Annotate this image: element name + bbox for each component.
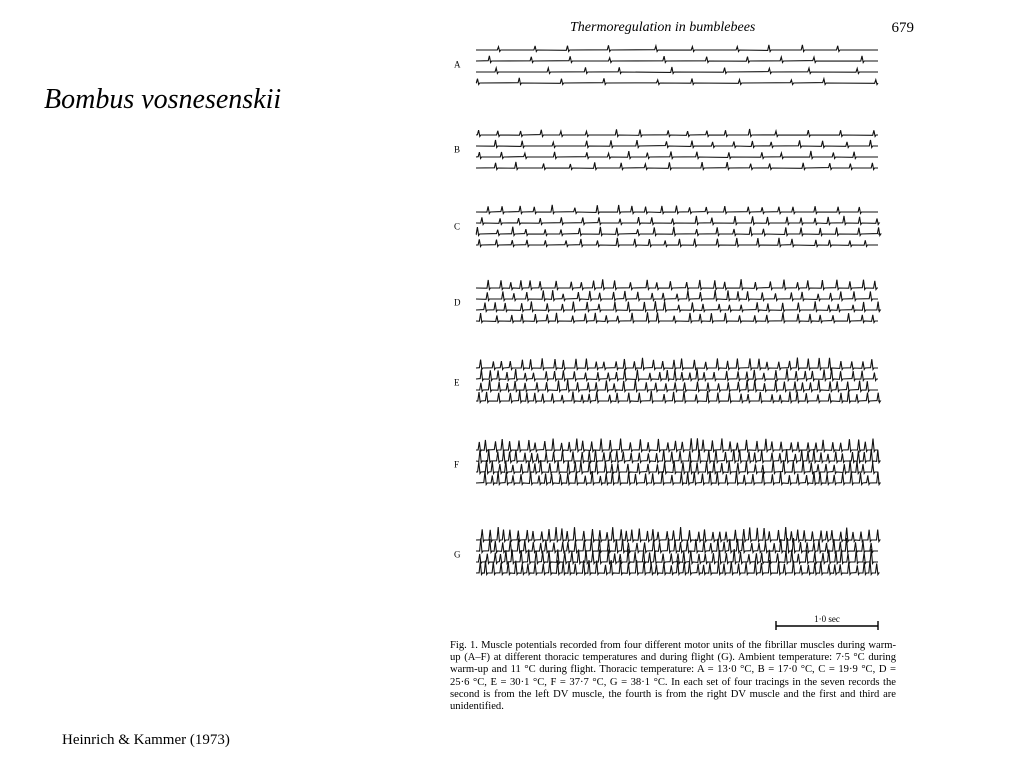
trace-a-3 (476, 67, 878, 74)
trace-c-3 (476, 227, 881, 236)
trace-e-1 (476, 358, 878, 370)
panel-label-e: E (454, 377, 460, 388)
trace-e-3 (476, 380, 878, 392)
trace-d-1 (476, 279, 878, 289)
muscle-potential-figure (440, 40, 890, 636)
trace-d-4 (476, 312, 878, 322)
trace-c-2 (476, 216, 879, 225)
scale-bar-label: 1·0 sec (814, 614, 840, 624)
panel-label-f: F (454, 459, 460, 470)
panel-label-b: B (454, 144, 461, 155)
panel-label-g: G (454, 549, 461, 560)
trace-b-4 (476, 162, 878, 170)
trace-f-1 (476, 438, 878, 451)
trace-f-3 (476, 460, 878, 474)
panel-label-c: C (454, 221, 461, 232)
panel-label-d: D (454, 297, 461, 308)
running-title: Thermoregulation in bumblebees (570, 20, 756, 35)
trace-panels (454, 45, 881, 575)
page-number: 679 (891, 20, 914, 36)
trace-a-4 (476, 78, 878, 85)
trace-d-2 (476, 290, 878, 300)
caption-label: Fig. 1. (450, 640, 478, 651)
trace-b-3 (476, 151, 878, 159)
panel-label-a: A (454, 59, 461, 70)
trace-a-1 (476, 45, 878, 52)
figure-caption (450, 640, 896, 713)
slide-title: Bombus vosnesenskii (44, 84, 282, 115)
citation: Heinrich & Kammer (1973) (62, 732, 230, 748)
trace-e-2 (476, 369, 878, 381)
trace-g-1 (476, 527, 880, 542)
trace-d-3 (476, 301, 880, 311)
trace-c-4 (476, 238, 878, 247)
trace-a-2 (476, 56, 878, 63)
trace-c-1 (476, 205, 878, 214)
trace-b-2 (476, 140, 878, 148)
scale-bar (776, 614, 878, 630)
paper-page-header (570, 20, 914, 40)
caption-text: Muscle potentials recorded from four different motor units of the fibrillar muscles during warm-up (A–F) at different thoracic temperatures and during flight (G). Ambient temperature: 7·5 °C during warm-up and 11 °C during flight. Thoracic temperature: A = 13·0 °C, B = 17·0 °C, C = 19·9 °C, D = 25·6 °C, E = 30·1 °C, F = 37·7 °C, G = 38·1 °C. In each set of four tracings in the seven records the second is from the left DV muscle, the fourth is from the right DV muscle and the first and third are unidentified. (450, 640, 897, 713)
trace-b-1 (476, 129, 878, 137)
